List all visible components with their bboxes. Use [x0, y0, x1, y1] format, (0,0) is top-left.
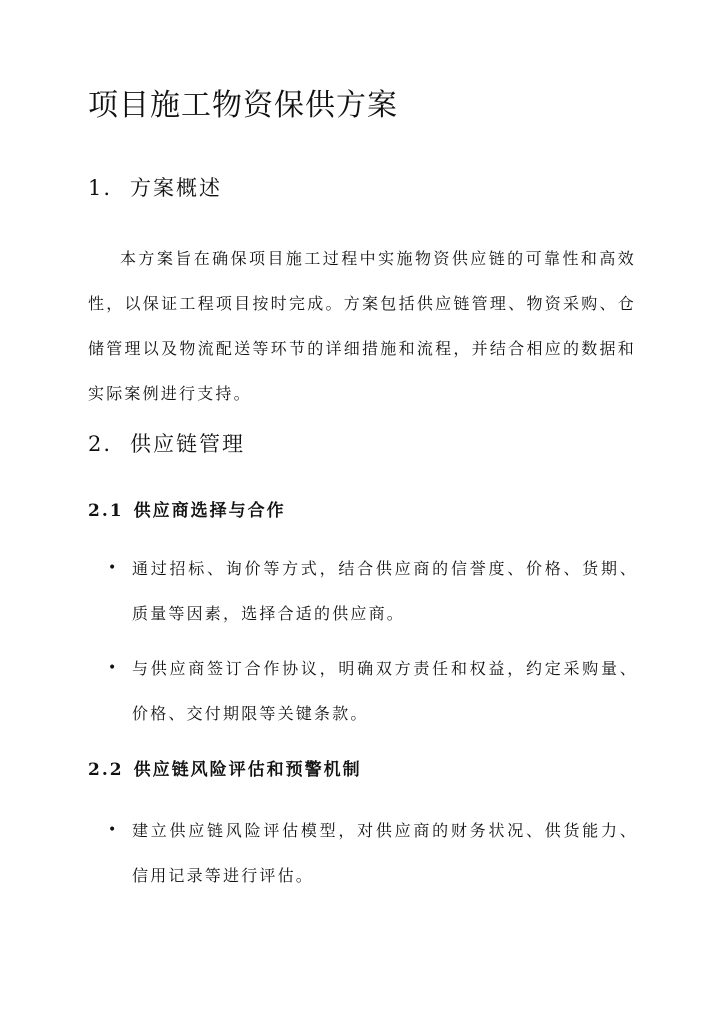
subsection-2-1-number: 2.1	[88, 501, 124, 521]
list-item-text: 建立供应链风险评估模型，对供应商的财务状况、供货能力、信用记录等进行评估。	[132, 821, 638, 885]
bullet-icon: •	[108, 660, 119, 676]
list-item-text: 与供应商签订合作协议，明确双方责任和权益，约定采购量、价格、交付期限等关键条款。	[132, 659, 638, 723]
section-1-paragraph: 本方案旨在确保项目施工过程中实施物资供应链的可靠性和高效性，以保证工程项目按时完成。方案包括供应链管理、物资采购、仓储管理以及物流配送等环节的详细措施和流程，并结合相应的数据和实际案例进行支持。	[88, 249, 636, 403]
section-2-title: 供应链管理	[130, 432, 246, 456]
section-2-heading	[88, 430, 245, 458]
list-item-text: 通过招标、询价等方式，结合供应商的信誉度、价格、货期、质量等因素，选择合适的供应商。	[132, 559, 638, 623]
bullet-icon: •	[108, 560, 119, 576]
subsection-2-1-title: 供应商选择与合作	[133, 501, 286, 521]
subsection-2-2-heading	[88, 758, 362, 782]
section-2-number: 2.	[88, 432, 113, 456]
document-title: 项目施工物资保供方案	[88, 88, 398, 123]
section-1-number: 1.	[88, 176, 113, 200]
section-1-title: 方案概述	[130, 176, 223, 200]
subsection-2-1-heading	[88, 499, 286, 523]
list-item	[108, 646, 638, 736]
subsection-2-2-title: 供应链风险评估和预警机制	[133, 760, 362, 780]
subsection-2-2-number: 2.2	[88, 760, 124, 780]
bullet-icon: •	[108, 822, 119, 838]
list-item	[108, 546, 638, 636]
section-1-heading	[88, 174, 222, 202]
list-item	[108, 808, 638, 898]
